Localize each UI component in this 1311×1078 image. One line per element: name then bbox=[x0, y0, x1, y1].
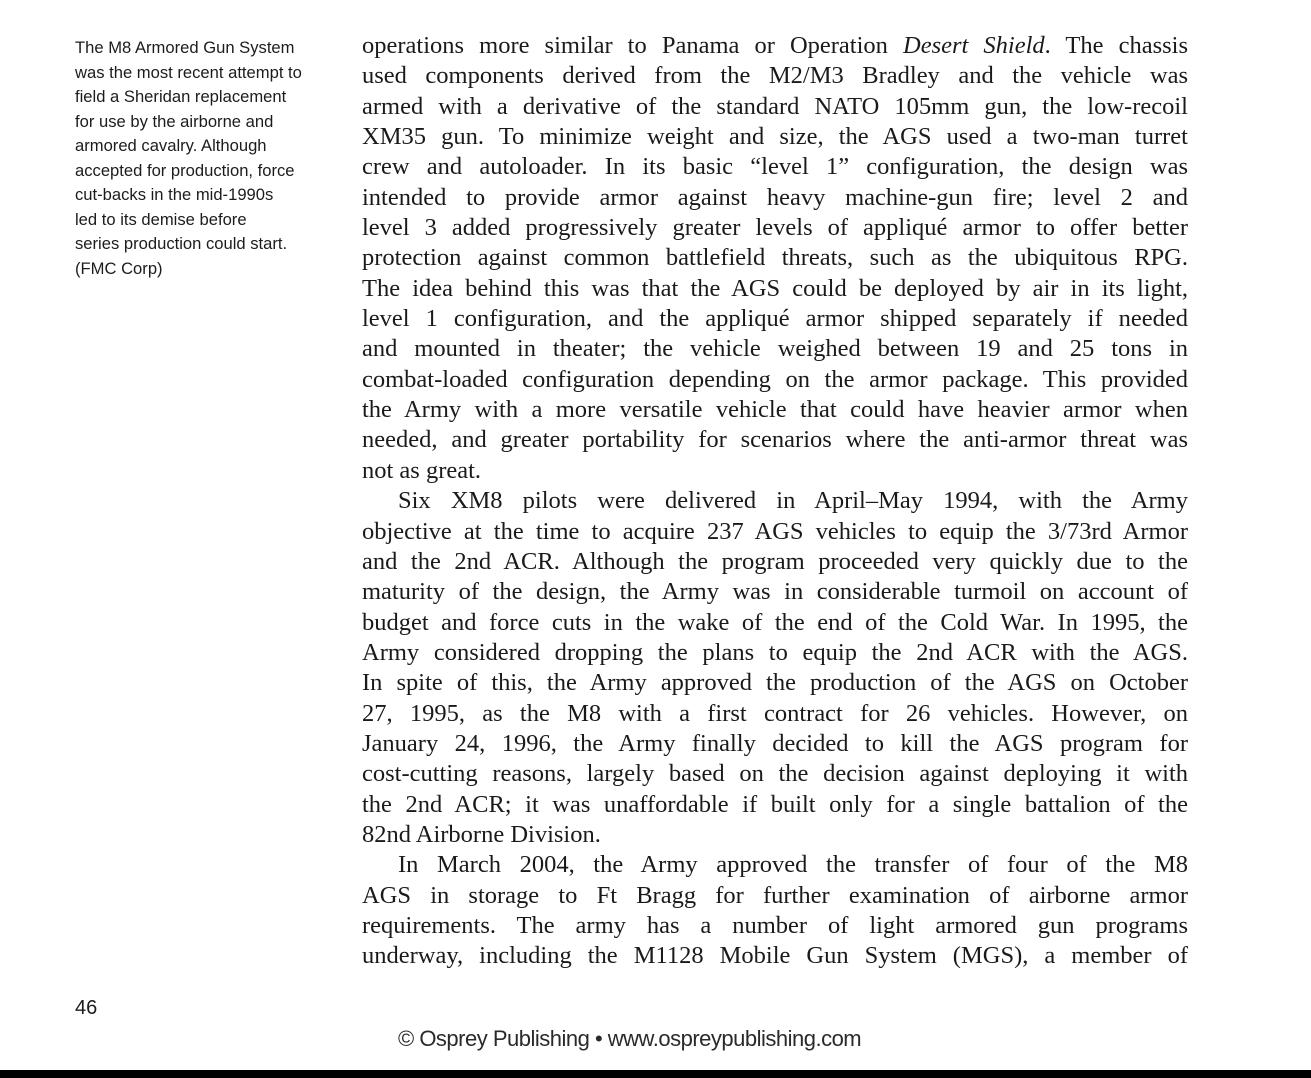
text-line: not as great. bbox=[362, 456, 482, 484]
text-run: operations more similar to Panama or Operation bbox=[362, 32, 903, 59]
text-line: In spite of this, the Army approved the production of the AGS on October bbox=[362, 669, 1188, 697]
paragraph-3 bbox=[362, 850, 1188, 971]
text-line: 82nd Airborne Division. bbox=[362, 820, 601, 848]
italic-title: Desert Shield bbox=[903, 32, 1045, 59]
text-line: cost-cutting reasons, largely based on the decision against deploying it with bbox=[362, 760, 1188, 788]
caption-line: (FMC Corp) bbox=[75, 258, 163, 278]
caption-line: field a Sheridan replacement bbox=[75, 87, 287, 106]
caption-line: was the most recent attempt to bbox=[75, 62, 302, 82]
text-line: armed with a derivative of the standard NATO 105mm gun, the low-recoil bbox=[362, 92, 1188, 120]
text-line: crew and autoloader. In its basic “level 1” configuration, the design was bbox=[362, 153, 1188, 181]
text-run: . The chassis bbox=[1044, 32, 1188, 59]
text-line: XM35 gun. To minimize weight and size, the AGS used a two-man turret bbox=[362, 123, 1188, 151]
text-line: objective at the time to acquire 237 AGS vehicles to equip the 3/73rd Armor bbox=[362, 517, 1188, 545]
text-line: the 2nd ACR; it was unaffordable if built only for a single battalion of the bbox=[362, 790, 1188, 818]
caption-line: for use by the airborne and bbox=[75, 111, 274, 131]
text-line: intended to provide armor against heavy machine-gun fire; level 2 and bbox=[362, 183, 1188, 211]
paragraph-2 bbox=[362, 486, 1188, 850]
text-line: used components derived from the M2/M3 Bradley and the vehicle was bbox=[362, 62, 1188, 90]
caption-line: accepted for production, force bbox=[75, 160, 295, 180]
text-line: maturity of the design, the Army was in considerable turmoil on account of bbox=[362, 578, 1188, 606]
text-line: AGS in storage to Ft Bragg for further examination of airborne armor bbox=[362, 881, 1188, 909]
text-line: and mounted in theater; the vehicle weighed between 19 and 25 tons in bbox=[362, 335, 1188, 363]
text-line: combat-loaded configuration depending on the armor package. This provided bbox=[362, 365, 1188, 393]
text-line: Six XM8 pilots were delivered in April–May 1994, with the Army bbox=[398, 487, 1188, 515]
text-line: requirements. The army has a number of light armored gun programs bbox=[362, 911, 1188, 939]
text-line: level 3 added progressively greater levels of appliqué armor to offer better bbox=[362, 214, 1188, 242]
text-line: January 24, 1996, the Army finally decided to kill the AGS program for bbox=[362, 729, 1188, 757]
bottom-edge-bar bbox=[0, 1070, 1311, 1078]
text-line: needed, and greater portability for scenarios where the anti-armor threat was bbox=[362, 426, 1188, 454]
text-line: protection against common battlefield threats, such as the ubiquitous RPG. bbox=[362, 244, 1188, 272]
text-line: level 1 configuration, and the appliqué armor shipped separately if needed bbox=[362, 305, 1188, 333]
text-line: Army considered dropping the plans to equip the 2nd ACR with the AGS. bbox=[362, 638, 1188, 666]
body-text bbox=[362, 31, 1188, 972]
text-line bbox=[362, 31, 1188, 61]
text-line: and the 2nd ACR. Although the program proceeded very quickly due to the bbox=[362, 547, 1188, 575]
paragraph-1 bbox=[362, 31, 1188, 486]
caption-line: The M8 Armored Gun System bbox=[75, 38, 295, 57]
caption-line: led to its demise before bbox=[75, 209, 247, 229]
text-line: 27, 1995, as the M8 with a first contract for 26 vehicles. However, on bbox=[362, 699, 1188, 727]
page-number: 46 bbox=[75, 997, 98, 1019]
text-line: underway, including the M1128 Mobile Gun System (MGS), a member of bbox=[362, 942, 1188, 970]
caption-line: cut-backs in the mid-1990s bbox=[75, 185, 274, 204]
text-line: budget and force cuts in the wake of the end of the Cold War. In 1995, the bbox=[362, 608, 1188, 636]
caption-line: series production could start. bbox=[75, 234, 288, 253]
footer-copyright: © Osprey Publishing • www.ospreypublishing.com bbox=[398, 1026, 862, 1051]
text-line: The idea behind this was that the AGS could be deployed by air in its light, bbox=[362, 274, 1188, 302]
photo-caption bbox=[75, 36, 337, 281]
caption-line: armored cavalry. Although bbox=[75, 136, 267, 155]
text-line: the Army with a more versatile vehicle that could have heavier armor when bbox=[362, 396, 1188, 424]
text-line: In March 2004, the Army approved the transfer of four of the M8 bbox=[398, 851, 1188, 879]
